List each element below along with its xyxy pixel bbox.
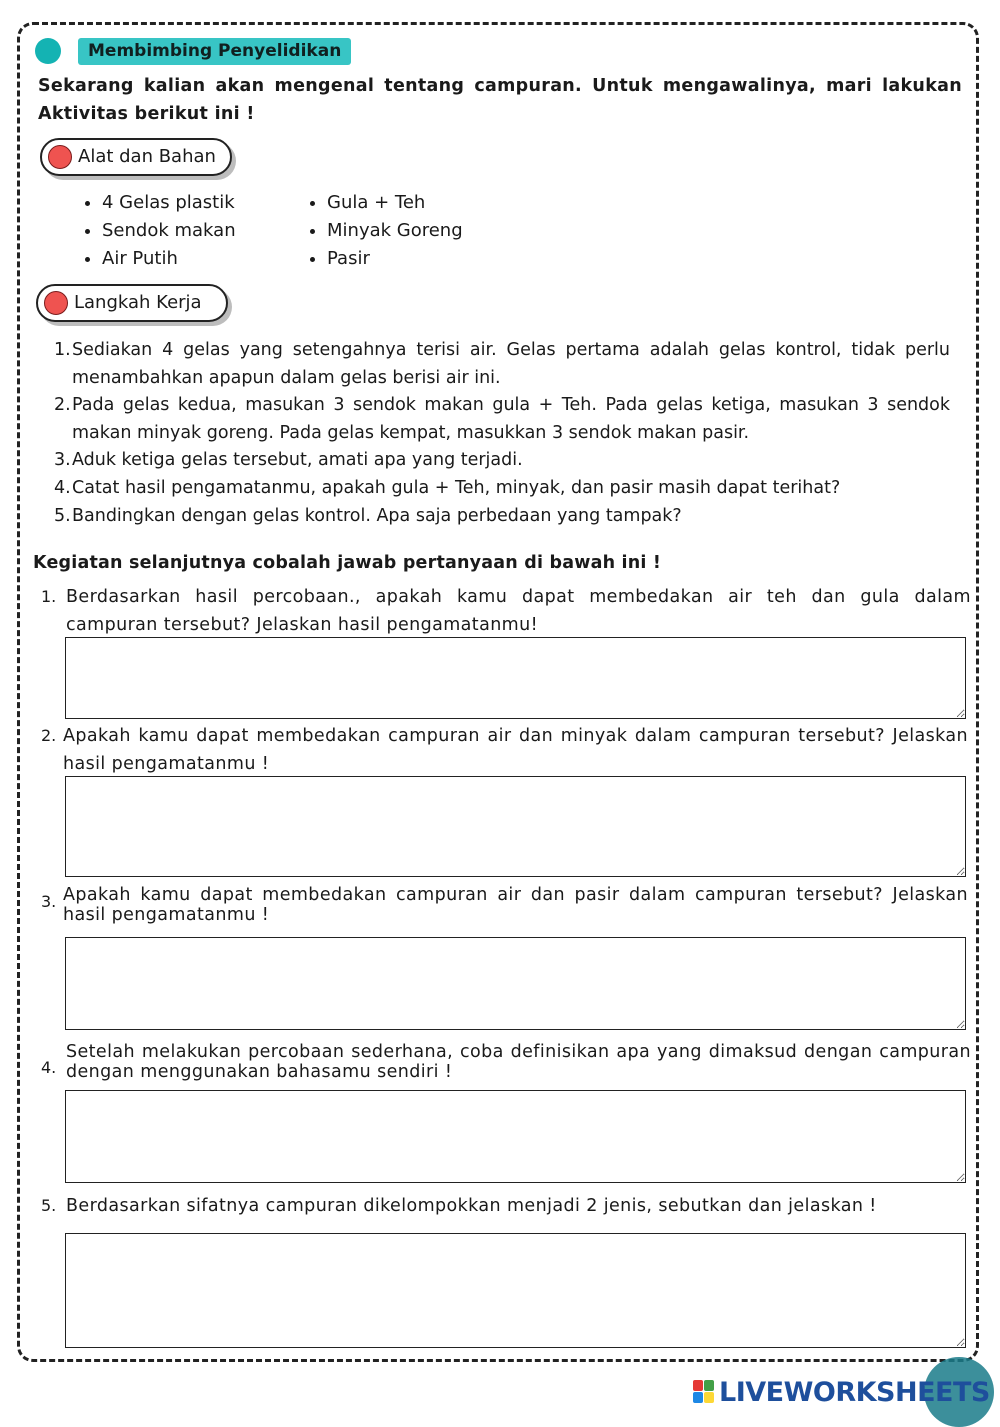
material-item: • Air Putih [102,245,236,273]
red-dot-icon [48,145,72,169]
material-item: • Minyak Goreng [327,217,463,245]
material-item: • Gula + Teh [327,189,463,217]
procedure-step [54,447,950,475]
step-text: Pada gelas kedua, masukan 3 sendok makan gula + Teh. Pada gelas ketiga, masukan 3 sendok makan minyak goreng. Pada gelas kempat, masukkan 3 sendok makan pasir. [72,395,950,443]
material-item: • 4 Gelas plastik [102,189,236,217]
question-5-number: 5. [41,1196,57,1215]
answer-box-5[interactable] [65,1233,966,1348]
step-text: Aduk ketiga gelas tersebut, amati apa yang terjadi. [72,450,523,471]
materials-list-1 [80,189,236,273]
step-number: 1. [54,340,71,360]
teal-bullet-icon [35,38,61,64]
question-4-number: 4. [41,1058,57,1077]
material-item: • Pasir [327,245,463,273]
materials-list-2 [305,189,463,273]
questions-heading: Kegiatan selanjutnya cobalah jawab pertanyaan di bawah ini ! [33,553,662,573]
procedure-step [54,475,950,503]
procedure-step [54,337,950,392]
step-number: 3. [54,450,71,471]
answer-box-3[interactable] [65,937,966,1030]
tools-heading [40,138,232,176]
procedure-step [54,503,950,531]
step-text: Catat hasil pengamatanmu, apakah gula + Teh, minyak, dan pasir masih dapat terihat? [72,477,841,498]
material-item: • Sendok makan [102,217,236,245]
answer-box-1[interactable] [65,637,966,719]
red-dot-icon [44,291,68,315]
question-3-number: 3. [41,892,57,911]
question-3-text: Apakah kamu dapat membedakan campuran air dan pasir dalam campuran tersebut? Jelaskan hasil pengamatanmu ! [63,885,968,925]
step-number: 2. [54,395,71,416]
step-number: 5. [54,505,71,526]
brand-text: LIVEWORKSHEETS [719,1376,990,1408]
question-2-text: Apakah kamu dapat membedakan campuran air dan minyak dalam campuran tersebut? Jelaskan hasil pengamatanmu ! [63,726,968,774]
liveworksheets-logo-icon [693,1380,715,1404]
question-2-number: 2. [41,726,57,745]
step-text: Bandingkan dengan gelas kontrol. Apa saja perbedaan yang tampak? [72,505,682,526]
intro-text: Sekarang kalian akan mengenal tentang campuran. Untuk mengawalinya, mari lakukan Aktivitas berikut ini ! [38,76,962,124]
procedure-heading-label: Langkah Kerja [74,292,202,313]
question-1-text: Berdasarkan hasil percobaan., apakah kamu dapat membedakan air teh dan gula dalam campuran tersebut? Jelaskan hasil pengamatanmu! [66,587,971,635]
section-tag: Membimbing Penyelidikan [78,38,351,65]
question-1-number: 1. [41,587,57,606]
step-number: 4. [54,477,71,498]
answer-box-2[interactable] [65,776,966,877]
procedure-steps [54,337,950,530]
tools-heading-label: Alat dan Bahan [78,146,216,167]
answer-box-4[interactable] [65,1090,966,1183]
procedure-step [54,392,950,447]
question-5-text: Berdasarkan sifatnya campuran dikelompokkan menjadi 2 jenis, sebutkan dan jelaskan ! [66,1196,877,1216]
step-text: Sediakan 4 gelas yang setengahnya terisi air. Gelas pertama adalah gelas kontrol, tidak perlu menambahkan apapun dalam gelas berisi air ini. [72,340,950,388]
brand-logo[interactable] [693,1374,990,1410]
question-4-text: Setelah melakukan percobaan sederhana, coba definisikan apa yang dimaksud dengan campuran dengan menggunakan bahasamu sendiri ! [66,1042,971,1082]
procedure-heading [36,284,228,322]
